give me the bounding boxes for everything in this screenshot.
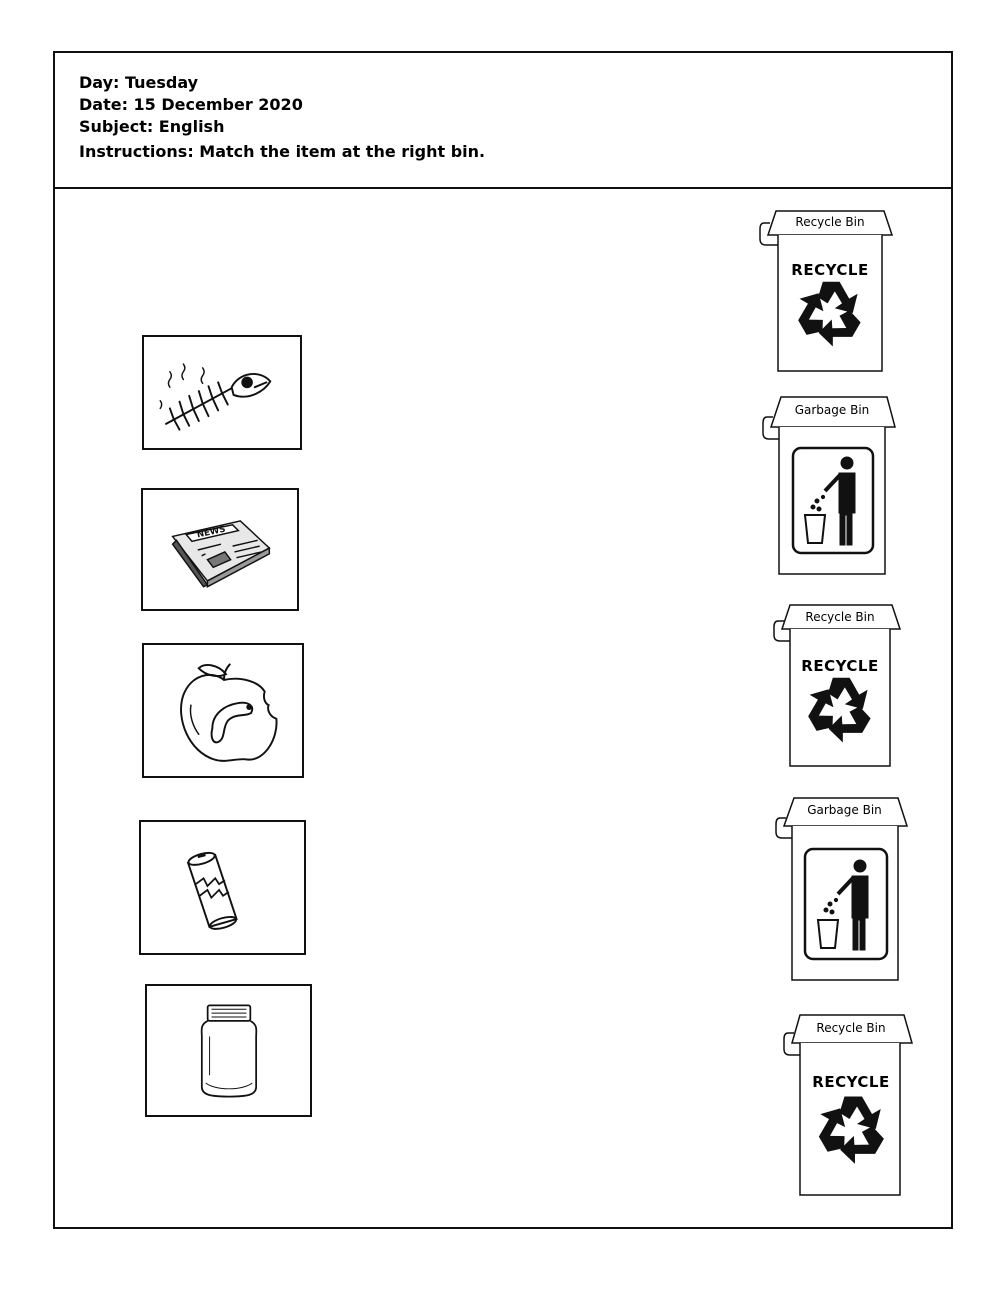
item-card-apple-core[interactable] <box>142 643 304 778</box>
item-card-soda-can[interactable] <box>139 820 306 955</box>
item-card-fish-bone[interactable] <box>142 335 302 450</box>
soda-can-icon <box>141 822 304 953</box>
item-card-newspaper[interactable] <box>141 488 299 611</box>
fish-bone-icon <box>144 337 300 448</box>
recycle-bin[interactable] <box>778 601 902 768</box>
newspaper-icon <box>143 490 297 609</box>
garbage-bin[interactable] <box>780 794 909 982</box>
worksheet-header <box>55 53 951 189</box>
recycle-bin[interactable] <box>762 205 898 373</box>
recycle-word: RECYCLE <box>801 657 879 675</box>
recycle-word: RECYCLE <box>812 1073 890 1091</box>
recycle-word: RECYCLE <box>791 261 869 279</box>
apple-core-with-worm-icon <box>144 645 302 776</box>
bin-label: Garbage Bin <box>794 403 870 417</box>
newspaper-headline: NEWS <box>196 524 227 541</box>
recycle-bin[interactable] <box>788 1011 914 1197</box>
item-card-glass-jar[interactable] <box>145 984 312 1117</box>
bin-label: Recycle Bin <box>795 215 865 229</box>
bin-label: Recycle Bin <box>816 1021 886 1035</box>
instructions-line: Instructions: Match the item at the right bin. <box>79 142 486 161</box>
recycle-bin-outline <box>778 601 902 768</box>
date-line: Date: 15 December 2020 <box>79 95 303 114</box>
glass-jar-icon <box>147 986 310 1115</box>
subject-line: Subject: English <box>79 117 225 136</box>
bin-label: Garbage Bin <box>807 803 882 817</box>
garbage-bin-outline <box>767 393 897 576</box>
recycle-bin-outline <box>762 205 898 373</box>
garbage-bin[interactable] <box>767 393 897 576</box>
bin-label: Recycle Bin <box>805 610 875 624</box>
recycle-bin-outline <box>788 1011 914 1197</box>
garbage-bin-outline <box>780 794 909 982</box>
day-line: Day: Tuesday <box>79 73 199 92</box>
